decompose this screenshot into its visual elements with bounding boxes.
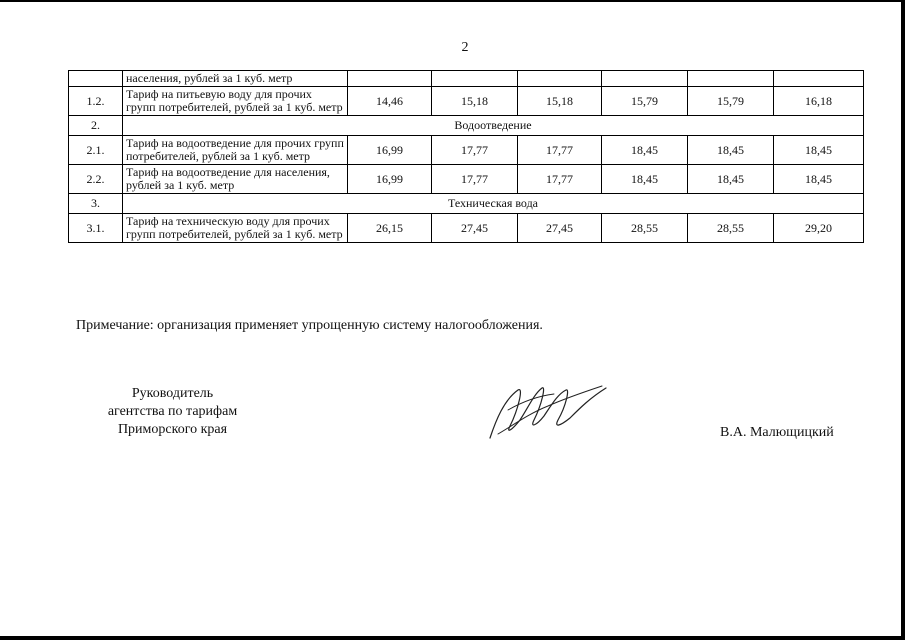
tariff-value [432,71,518,87]
tariff-table [68,70,864,243]
row-number: 3. [69,194,123,214]
tariff-value: 26,15 [348,214,432,243]
tariff-value: 18,45 [774,165,864,194]
tariff-value: 16,18 [774,87,864,116]
table-row [69,214,864,243]
tariff-description: Тариф на питьевую воду для прочих групп потребителей, рублей за 1 куб. метр [123,87,348,116]
tariff-value: 17,77 [518,136,602,165]
tariff-value: 18,45 [774,136,864,165]
tariff-value: 27,45 [432,214,518,243]
tariff-value: 18,45 [688,136,774,165]
tariff-description: Тариф на водоотведение для прочих групп потребителей, рублей за 1 куб. метр [123,136,348,165]
signer-title-line-3: Приморского края [117,422,228,437]
tariff-value: 15,18 [432,87,518,116]
tariff-value [518,71,602,87]
tariff-value: 15,18 [518,87,602,116]
tariff-value: 16,99 [348,165,432,194]
tariff-value: 28,55 [602,214,688,243]
tax-note: Примечание: организация применяет упрощенную систему налогообложения. [76,318,543,333]
table-row [69,87,864,116]
handwritten-signature [488,380,608,442]
row-number: 1.2. [69,87,123,116]
tariff-value [348,71,432,87]
signer-title-line-2: агентства по тарифам [107,404,238,419]
tariff-value [688,71,774,87]
table-row [69,71,864,87]
tariff-description: Тариф на водоотведение для населения, рублей за 1 куб. метр [123,165,348,194]
tariff-value: 29,20 [774,214,864,243]
tariff-value: 14,46 [348,87,432,116]
section-row [69,194,864,214]
tariff-value: 15,79 [602,87,688,116]
tariff-value: 28,55 [688,214,774,243]
tariff-value: 15,79 [688,87,774,116]
table-row [69,165,864,194]
page-number: 2 [461,40,469,55]
row-number [69,71,123,87]
tariff-value [774,71,864,87]
signer-title [60,385,285,439]
row-number: 2.2. [69,165,123,194]
section-title: Техническая вода [123,194,864,214]
tariff-description: населения, рублей за 1 куб. метр [123,71,348,87]
tariff-value [602,71,688,87]
tariff-value: 27,45 [518,214,602,243]
tariff-table-body [69,71,864,243]
tariff-value: 18,45 [688,165,774,194]
tariff-value: 16,99 [348,136,432,165]
row-number: 2.1. [69,136,123,165]
section-row [69,116,864,136]
row-number: 3.1. [69,214,123,243]
scan-border-top [0,0,905,2]
signer-title-line-1: Руководитель [131,386,214,401]
tariff-value: 17,77 [432,136,518,165]
table-row [69,136,864,165]
row-number: 2. [69,116,123,136]
tariff-value: 18,45 [602,165,688,194]
tariff-description: Тариф на техническую воду для прочих групп потребителей, рублей за 1 куб. метр [123,214,348,243]
section-title: Водоотведение [123,116,864,136]
scan-border-right [901,0,905,640]
tariff-value: 17,77 [518,165,602,194]
scan-border-bottom [0,636,905,640]
tariff-value: 17,77 [432,165,518,194]
tariff-value: 18,45 [602,136,688,165]
signer-name: В.А. Малющицкий [720,425,834,440]
